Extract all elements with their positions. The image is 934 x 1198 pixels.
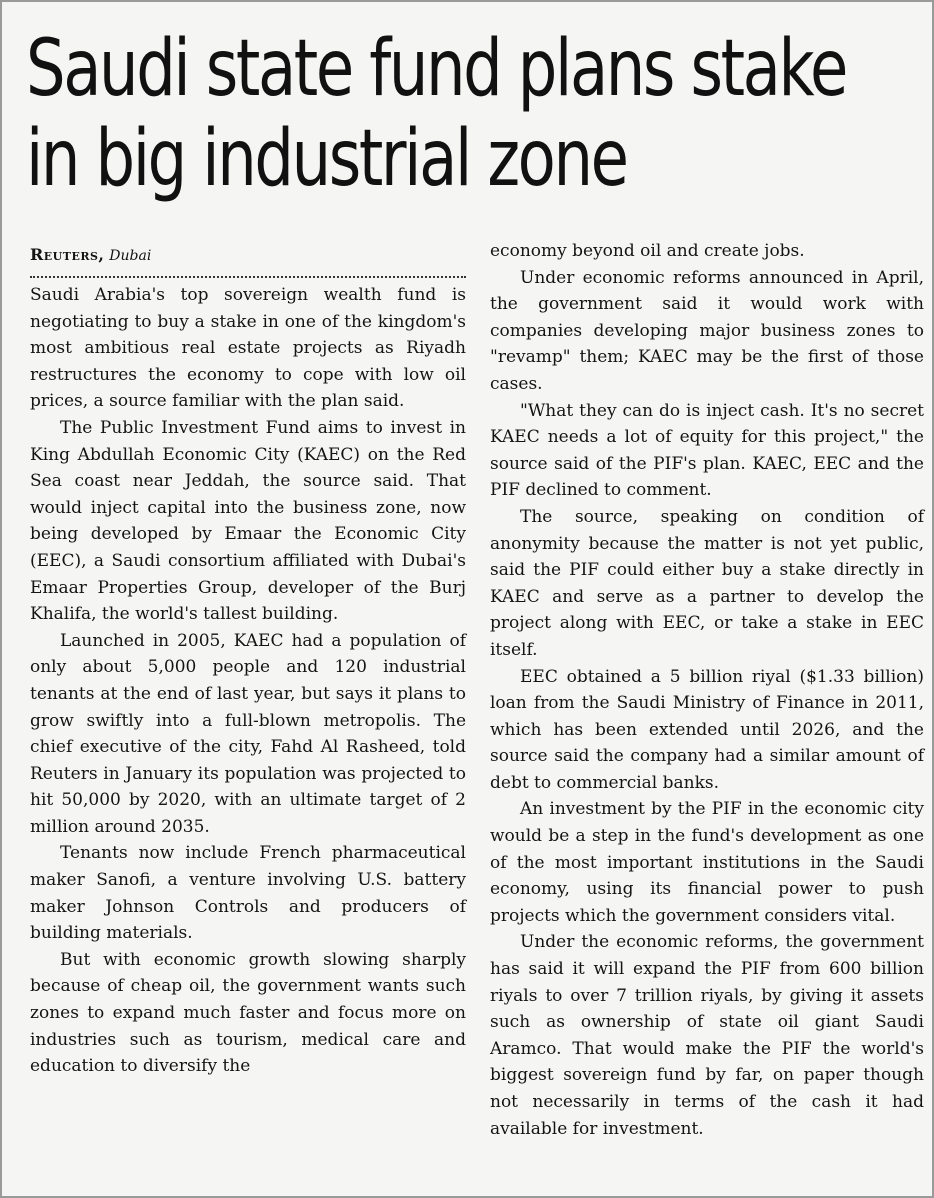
paragraph: But with economic growth slowing sharply because of cheap oil, the government wants such zones to expand much faster and focus more on industries such as tourism, medical care and education to diversify the (30, 949, 466, 1077)
byline-agency: Reuters, (30, 245, 105, 264)
paragraph: Tenants now include French pharmaceutical maker Sanofi, a venture involving U.S. battery maker Johnson Controls and producers of building materials. (30, 843, 466, 944)
paragraph: "What they can do is inject cash. It's no secret KAEC needs a lot of equity for this project," the source said of the PIF's plan. KAEC, EEC and the PIF declined to comment. (490, 400, 924, 501)
byline (30, 242, 466, 268)
article-column-right (490, 238, 924, 1142)
dotted-divider (30, 276, 466, 278)
headline: Saudi state fund plans stake in big industrial zone (26, 24, 846, 204)
paragraph: Launched in 2005, KAEC had a population of only about 5,000 people and 120 industrial tenants at the end of last year, but says it plans to grow swiftly into a full-blown metropolis. The chief executive of the city, Fahd Al Rasheed, told Reuters in January its population was projected to hit 50,000 by 2020, with an ultimate target of 2 million around 2035. (30, 630, 466, 837)
paragraph: Under economic reforms announced in April, the government said it would work with companies developing major business zones to "revamp" them; KAEC may be the first of those cases. (490, 267, 924, 394)
paragraph: Under the economic reforms, the government has said it will expand the PIF from 600 billion riyals to over 7 trillion riyals, by giving it assets such as ownership of state oil giant Saudi Aramco. That would make the PIF the world's biggest sovereign fund by far, on paper though not necessarily in terms of the cash it had available for investment. (490, 932, 924, 1139)
paragraph: EEC obtained a 5 billion riyal ($1.33 billion) loan from the Saudi Ministry of Finance in 2011, which has been extended until 2026, and the source said the company had a similar amount of debt to commercial banks. (490, 666, 924, 793)
paragraph: The source, speaking on condition of anonymity because the matter is not yet public, said the PIF could either buy a stake directly in KAEC and serve as a partner to develop the project along with EEC, or take a stake in EEC itself. (490, 506, 924, 660)
paragraph: An investment by the PIF in the economic city would be a step in the fund's development as one of the most important institutions in the Saudi economy, using its financial power to push projects which the government considers vital. (490, 799, 924, 926)
paragraph: economy beyond oil and create jobs. (490, 241, 805, 261)
byline-dateline: Dubai (109, 248, 152, 264)
paragraph: The Public Investment Fund aims to invest in King Abdullah Economic City (KAEC) on the Red Sea coast near Jeddah, the source said. That would inject capital into the business zone, now being developed by Emaar the Economic City (EEC), a Saudi consortium affiliated with Dubai's Emaar Properties Group, developer of the Burj Khalifa, the world's tallest building. (30, 417, 466, 625)
article-column-left (30, 242, 466, 1080)
paragraph: Saudi Arabia's top sovereign wealth fund is negotiating to buy a stake in one of the kingdom's most ambitious real estate projects as Riyadh restructures the economy to cope with low oil prices, a source familiar with the plan said. (30, 285, 466, 412)
